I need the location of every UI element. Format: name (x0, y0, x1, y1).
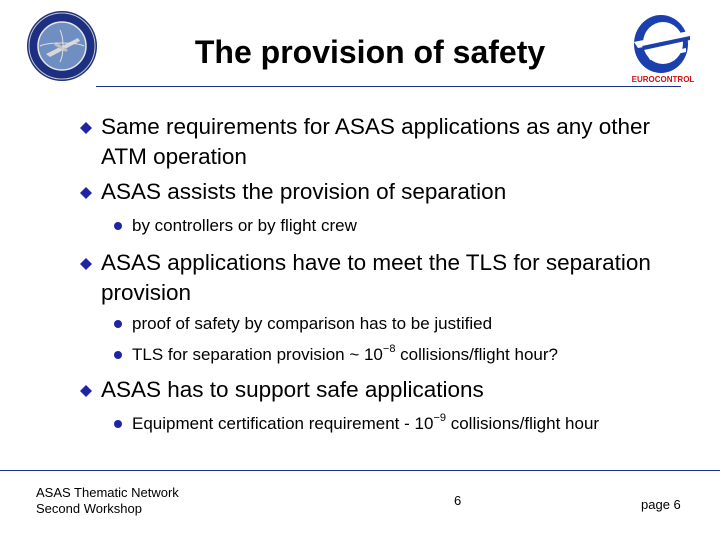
bullet-text-continued: ATM operation (101, 144, 247, 169)
diamond-bullet-icon (80, 258, 92, 270)
sub-bullet-text: proof of safety by comparison has to be justified (132, 314, 493, 333)
footer-event-line1: ASAS Thematic Network (36, 485, 179, 500)
footer-event-line2: Second Workshop (36, 501, 142, 516)
footer-page-number: page 6 (641, 497, 681, 512)
footer-event (36, 485, 179, 517)
footer-divider (0, 470, 720, 471)
round-bullet-icon (114, 222, 122, 230)
sub-bullet-text: TLS for separation provision ~ $10^{-8}$ collisions/flight hour? (132, 343, 558, 364)
sub-bullet-text: Equipment certification requirement - $10^{-9}$ collisions/flight hour (132, 412, 600, 433)
sub-bullet-text: by controllers or by flight crew (132, 216, 357, 235)
footer-slide-number: 6 (454, 493, 462, 508)
bullet-text-continued: provision (101, 280, 192, 305)
bullet-text: ASAS assists the provision of separation (101, 179, 507, 204)
round-bullet-icon (114, 351, 122, 359)
bullet-text: ASAS applications have to meet the TLS for separation (101, 250, 651, 275)
bullet-text: Same requirements for ASAS applications as any other (101, 114, 651, 139)
round-bullet-icon (114, 320, 122, 328)
bullet-text: ASAS has to support safe applications (101, 377, 484, 402)
eurocontrol-wordmark: EUROCONTROL (631, 75, 695, 84)
slide-title: The provision of safety (194, 34, 546, 70)
title-divider (96, 86, 681, 87)
diamond-bullet-icon (80, 122, 92, 134)
diamond-bullet-icon (80, 385, 92, 397)
diamond-bullet-icon (80, 187, 92, 199)
round-bullet-icon (114, 420, 122, 428)
